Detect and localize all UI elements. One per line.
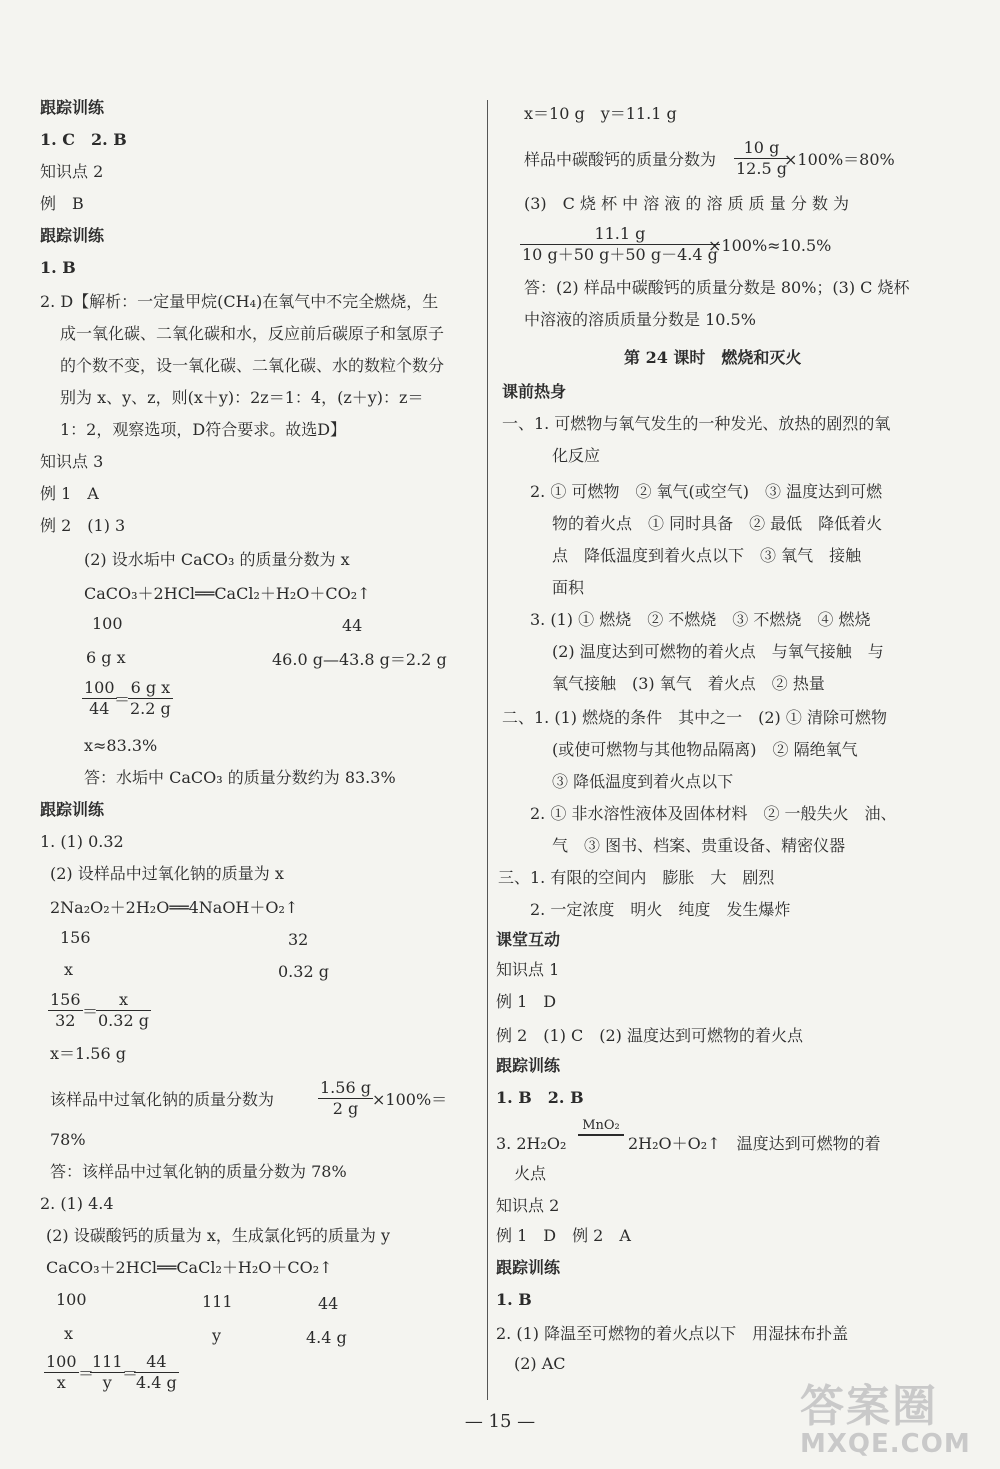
ratio-value: 44 <box>342 616 363 635</box>
ratio-value: 111 <box>202 1292 233 1311</box>
knowledge-point-label: 知识点 2 <box>40 162 104 181</box>
chemical-equation: CaCO₃＋2HCl══CaCl₂＋H₂O＋CO₂↑ <box>84 584 371 603</box>
solution-line: x≈83.3% <box>84 736 158 755</box>
answer-line: 2. ① 可燃物 ② 氧气(或空气) ③ 温度达到可燃 <box>530 482 883 501</box>
answer-line: 2. (1) 4.4 <box>40 1194 114 1213</box>
fraction: $\frac{111}{y}$ <box>92 1352 123 1392</box>
fraction: $\frac{11.1 g}{10 g+50 g+50 g-4.4 g}$ <box>522 224 718 264</box>
knowledge-point-label: 知识点 2 <box>496 1196 560 1215</box>
answer-line: 的个数不变，设一氧化碳、二氧化碳、水的数粒个数分 <box>60 356 445 375</box>
ratio-value: x <box>64 1324 74 1343</box>
section-heading: 跟踪训练 <box>40 800 105 819</box>
solution-line: (2) 设碳酸钙的质量为 x，生成氯化钙的质量为 y <box>46 1226 390 1245</box>
example-line: 例 2 (1) 3 <box>40 516 126 535</box>
answer-line: 1. (1) 0.32 <box>40 832 124 851</box>
column-divider <box>487 100 488 1400</box>
answer-line: 二、1. (1) 燃烧的条件 其中之一 (2) ① 清除可燃物 <box>502 708 887 727</box>
ratio-value: 6 g x <box>86 648 126 667</box>
answer-line: 2. D【解析：一定量甲烷(CH₄)在氧气中不完全燃烧，生 <box>40 292 439 311</box>
section-heading: 课前热身 <box>502 382 567 401</box>
equals-sign: ＝ <box>82 1002 99 1021</box>
ratio-value: x <box>64 960 74 979</box>
answer-line: 1. B <box>496 1290 532 1309</box>
answer-line: 2. ① 非水溶性液体及固体材料 ② 一般失火 油、 <box>530 804 897 823</box>
equals-sign: ＝ <box>78 1364 95 1383</box>
ratio-value: 32 <box>288 930 309 949</box>
ratio-value: 4.4 g <box>306 1328 347 1347</box>
answer-line: 氧气接触 (3) 氧气 着火点 ② 热量 <box>552 674 825 693</box>
answer-line: 1. C 2. B <box>40 130 127 149</box>
answer-line: 3. 2H₂O₂ <box>496 1134 567 1153</box>
ratio-value: 100 <box>92 614 123 633</box>
answer-line: 3. (1) ① 燃烧 ② 不燃烧 ③ 不燃烧 ④ 燃烧 <box>530 610 871 629</box>
solution-line: (2) 设水垢中 CaCO₃ 的质量分数为 x <box>84 550 350 569</box>
fraction: $\frac{156}{32}$ <box>50 990 81 1030</box>
watermark-text: 答案圈 <box>800 1381 938 1432</box>
answer-line: (2) AC <box>514 1354 566 1373</box>
answer-line: 点 降低温度到着火点以下 ③ 氧气 接触 <box>552 546 862 565</box>
chemical-equation: CaCO₃＋2HCl══CaCl₂＋H₂O＋CO₂↑ <box>46 1258 333 1277</box>
solution-line: x＝1.56 g <box>50 1044 126 1063</box>
solution-line: x＝10 g y＝11.1 g <box>524 104 677 123</box>
section-heading: 跟踪训练 <box>40 98 105 117</box>
watermark-logo <box>800 1381 971 1459</box>
knowledge-point-label: 知识点 3 <box>40 452 104 471</box>
example-line: 例 2 (1) C (2) 温度达到可燃物的着火点 <box>496 1026 804 1045</box>
solution-line: (2) 设样品中过氧化钠的质量为 x <box>50 864 284 883</box>
example-line: 例 B <box>40 194 84 213</box>
section-heading: 跟踪训练 <box>496 1056 561 1075</box>
answer-line: 一、1. 可燃物与氧气发生的一种发光、放热的剧烈的氧 <box>502 414 891 433</box>
answer-statement: 答：(2) 样品中碳酸钙的质量分数是 80%；(3) C 烧杯 <box>524 278 910 297</box>
answer-statement: 答：该样品中过氧化钠的质量分数为 78% <box>50 1162 347 1181</box>
fraction: $\frac{100}{44}$ <box>84 678 115 718</box>
section-heading: 跟踪训练 <box>496 1258 561 1277</box>
page-number: — 15 — <box>464 1411 536 1432</box>
answer-line: 物的着火点 ① 同时具备 ② 最低 降低着火 <box>552 514 883 533</box>
lesson-title: 第 24 课时 燃烧和灭火 <box>624 348 802 367</box>
knowledge-point-label: 知识点 1 <box>496 960 560 979</box>
answer-statement: 中溶液的溶质质量分数是 10.5% <box>524 310 756 329</box>
answer-line: 2. 一定浓度 明火 纯度 发生爆炸 <box>530 900 791 919</box>
solution-line: ×100%＝ <box>372 1090 448 1109</box>
answer-line: 1：2，观察选项，D符合要求。故选D】 <box>60 420 347 439</box>
answer-line: 2. (1) 降温至可燃物的着火点以下 用湿抹布扑盖 <box>496 1324 849 1343</box>
solution-line: 样品中碳酸钙的质量分数为 <box>524 150 717 169</box>
ratio-value: y <box>212 1326 222 1345</box>
example-line: 例 1 D <box>496 992 557 1011</box>
answer-line: (或使可燃物与其他物品隔离) ② 隔绝氧气 <box>552 740 858 759</box>
solution-line: 78% <box>50 1130 86 1149</box>
ratio-value: 100 <box>56 1290 87 1309</box>
example-line: 例 1 A <box>40 484 99 503</box>
solution-line: (3) C 烧 杯 中 溶 液 的 溶 质 质 量 分 数 为 <box>524 194 850 213</box>
answer-line: 2H₂O＋O₂↑ 温度达到可燃物的着 <box>628 1134 881 1153</box>
answer-statement: 答：水垢中 CaCO₃ 的质量分数约为 83.3% <box>84 768 396 787</box>
equals-sign: ＝ <box>114 690 131 709</box>
answer-line: (2) 温度达到可燃物的着火点 与氧气接触 与 <box>552 642 884 661</box>
solution-line: ×100%≈10.5% <box>708 236 832 255</box>
fraction: $\frac{100}{x}$ <box>46 1352 77 1392</box>
fraction: $\frac{1.56 g}{2 g}$ <box>320 1078 371 1118</box>
ratio-value: 0.32 g <box>278 962 329 981</box>
fraction: $\frac{10 g}{12.5 g}$ <box>736 138 787 178</box>
equals-sign: ＝ <box>122 1364 139 1383</box>
answer-line: ③ 降低温度到着火点以下 <box>552 772 734 791</box>
answer-line: 别为 x、y、z，则(x＋y)：2z＝1：4，(z＋y)：z＝ <box>60 388 424 407</box>
ratio-value: 156 <box>60 928 91 947</box>
answer-line: 火点 <box>514 1164 547 1183</box>
section-heading: 跟踪训练 <box>40 226 105 245</box>
answer-line: 气 ③ 图书、档案、贵重设备、精密仪器 <box>552 836 846 855</box>
ratio-value: 46.0 g—43.8 g＝2.2 g <box>272 650 447 669</box>
fraction: $\frac{x}{0.32 g}$ <box>98 990 149 1030</box>
fraction: $\frac{44}{4.4 g}$ <box>136 1352 177 1392</box>
section-heading: 课堂互动 <box>496 930 561 949</box>
ratio-value: 44 <box>318 1294 339 1313</box>
solution-line: 该样品中过氧化钠的质量分数为 <box>50 1090 275 1109</box>
reaction-condition: MnO₂ <box>578 1118 624 1136</box>
chemical-equation: 2Na₂O₂＋2H₂O══4NaOH＋O₂↑ <box>50 898 299 917</box>
solution-line: ×100%＝80% <box>784 150 895 169</box>
answer-line: 化反应 <box>552 446 601 465</box>
answer-line: 1. B <box>40 258 76 277</box>
answer-line: 面积 <box>552 578 585 597</box>
fraction: $\frac{\text{6 g x}}{2.2 g}$ <box>130 678 171 718</box>
answer-line: 成一氧化碳、二氧化碳和水，反应前后碳原子和氢原子 <box>60 324 445 343</box>
answer-line: 三、1. 有限的空间内 膨胀 大 剧烈 <box>498 868 775 887</box>
watermark-url: MXQE.COM <box>800 1429 971 1459</box>
answer-line: 1. B 2. B <box>496 1088 584 1107</box>
example-line: 例 1 D 例 2 A <box>496 1226 631 1245</box>
